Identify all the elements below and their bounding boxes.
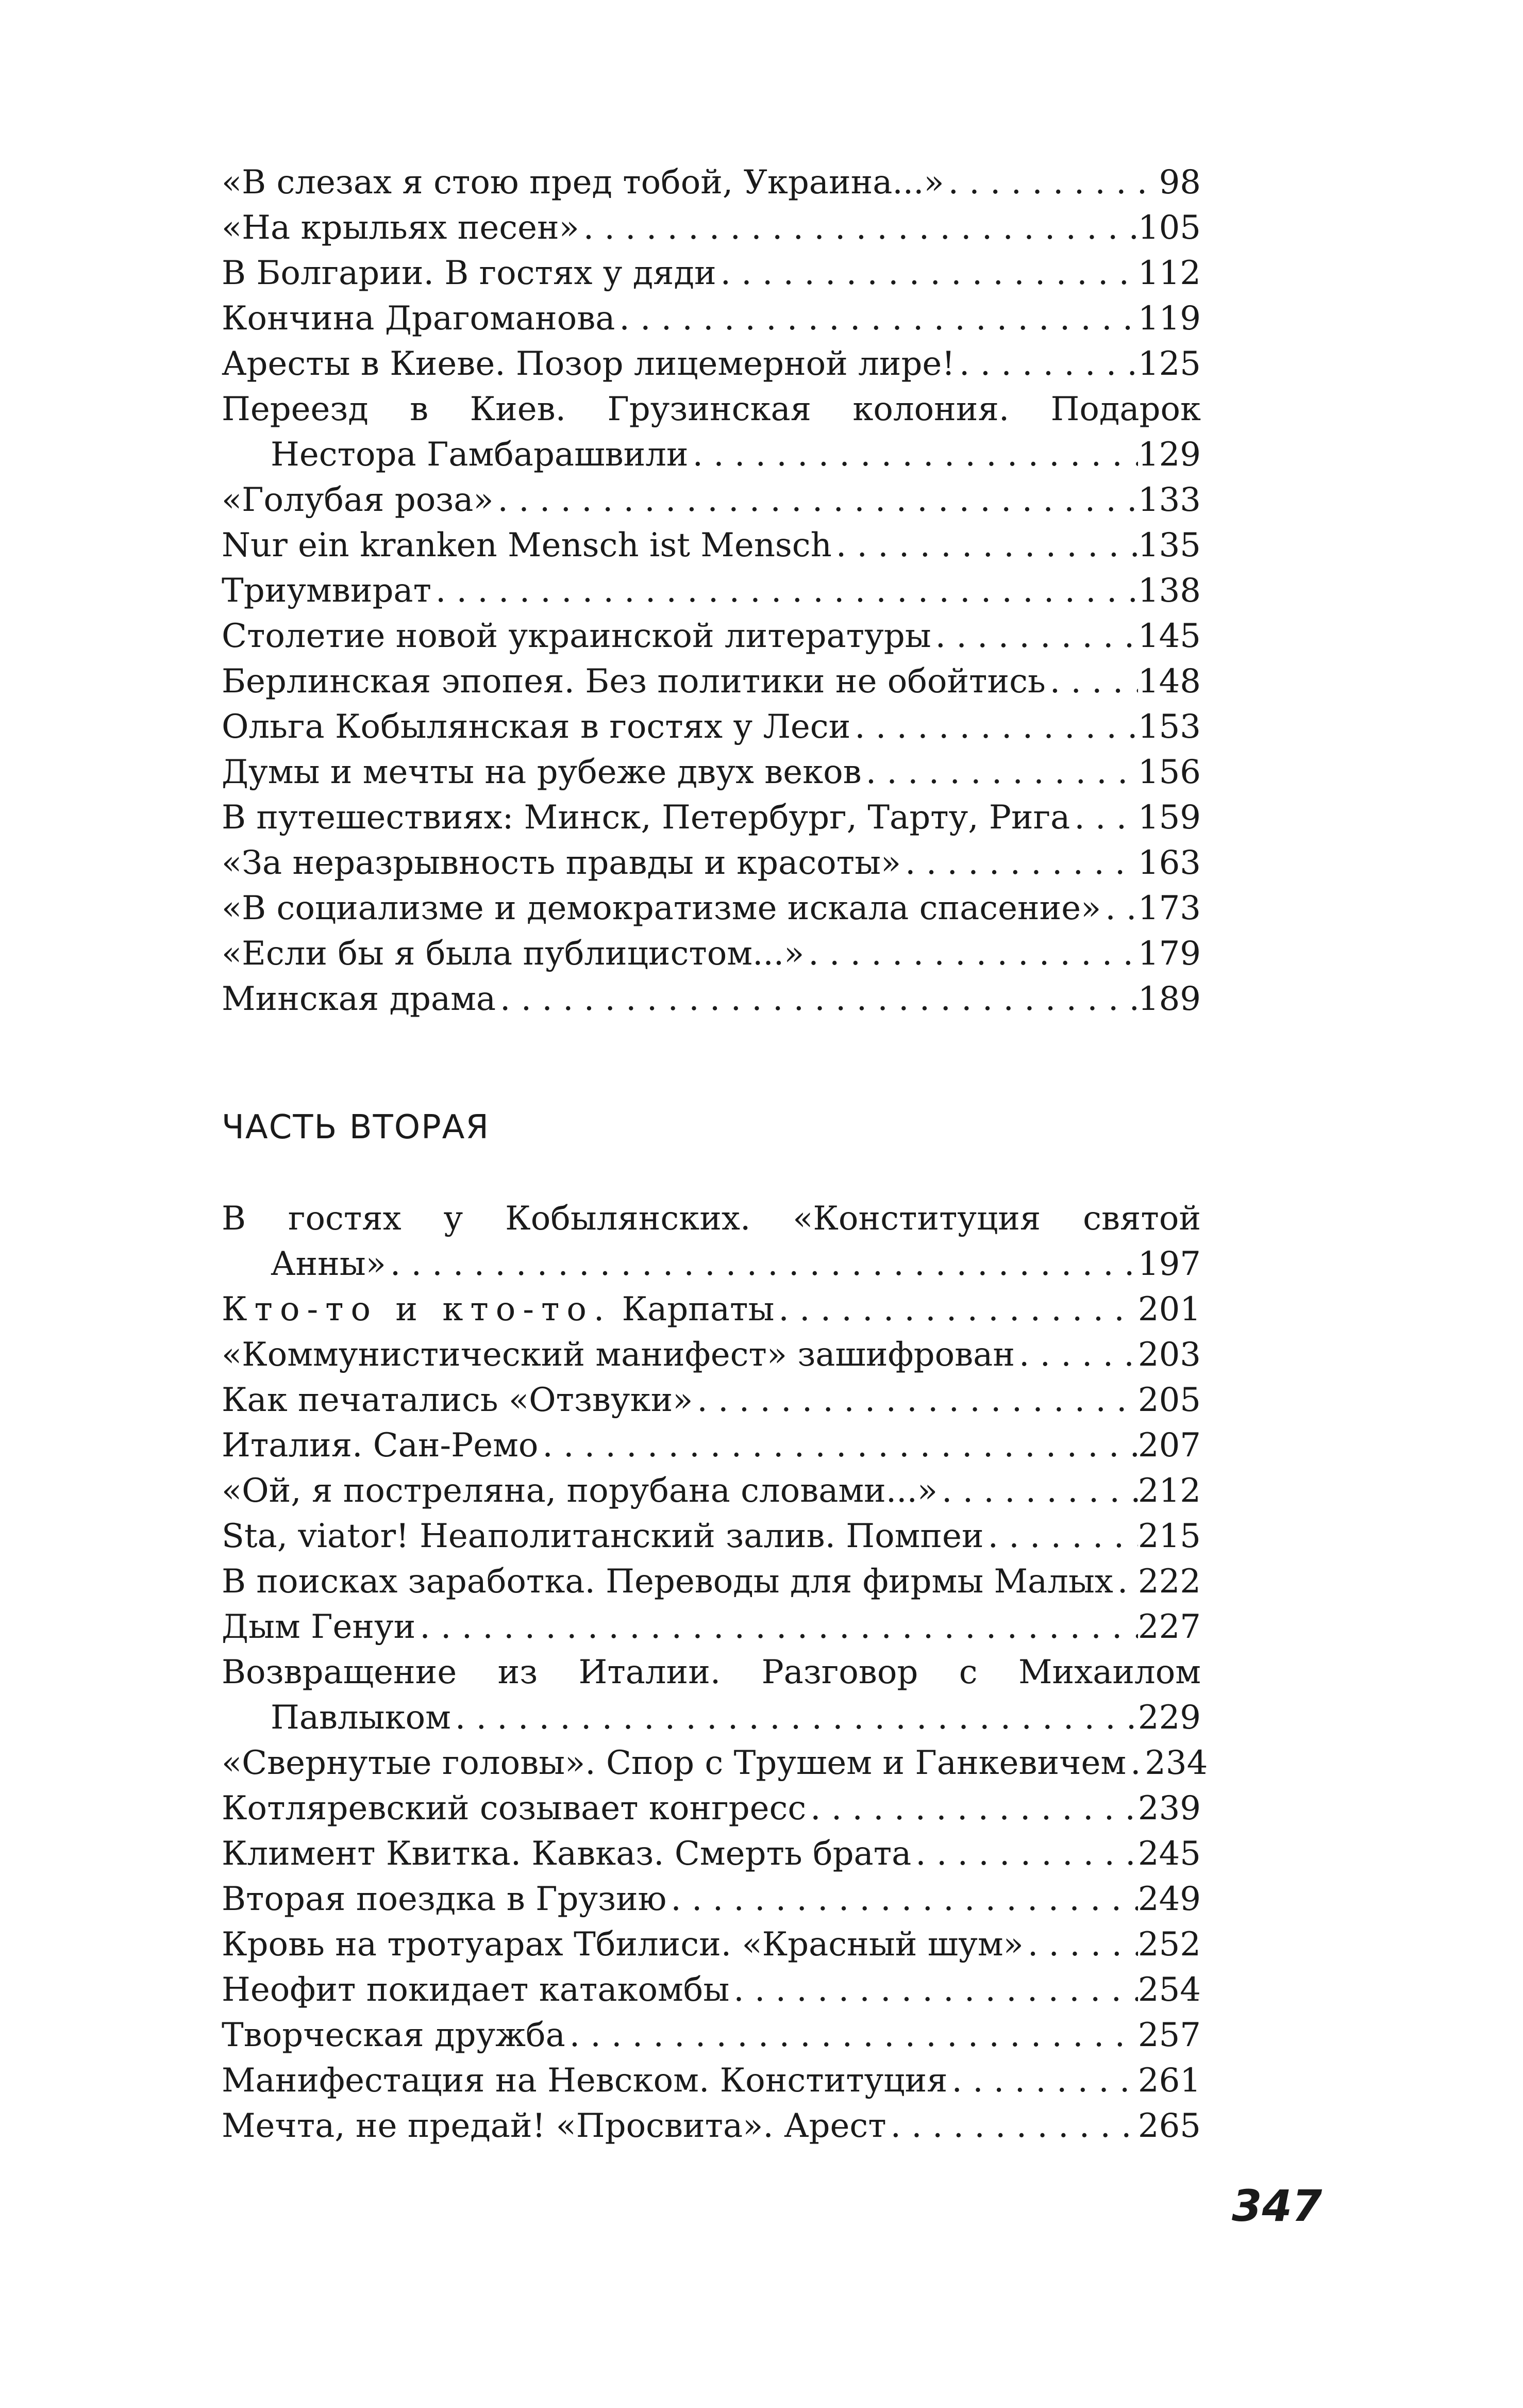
entry-title-line2: Павлыком [271, 1699, 451, 1737]
entry-title: В Болгарии. В гостях у дяди [222, 254, 716, 292]
entry-title: Триумвират [222, 572, 431, 610]
entry-page: 215 [1137, 1517, 1201, 1555]
dot-leader [1024, 1922, 1138, 1967]
entry-title: «За неразрывность правды и красоты» [222, 844, 901, 882]
toc-entry [222, 205, 1201, 251]
dot-leader [716, 251, 1138, 296]
entry-page: 245 [1137, 1835, 1201, 1873]
entry-title: Sta, viator! Неаполитанский залив. Помпеи [222, 1517, 984, 1555]
entry-page: 189 [1137, 980, 1201, 1018]
entry-title [222, 1287, 774, 1332]
entry-page: 265 [1137, 2107, 1201, 2145]
toc-entry [222, 1922, 1201, 1967]
dot-leader [496, 976, 1138, 1022]
entry-title-spaced: Кто-то и кто-то. [222, 1290, 612, 1328]
toc-entry [222, 2103, 1201, 2149]
entry-page: 98 [1159, 163, 1201, 202]
dot-leader [901, 840, 1138, 886]
entry-title: «Если бы я была публицистом...» [222, 935, 805, 973]
toc-entry [222, 1468, 1201, 1514]
toc-entry [222, 1604, 1201, 1650]
entry-title-line2-row [222, 1695, 1201, 1740]
entry-page: 229 [1137, 1699, 1201, 1737]
entry-page: 197 [1137, 1245, 1201, 1283]
entry-title: Творческая дружба [222, 2016, 565, 2054]
entry-page: 135 [1137, 526, 1201, 564]
toc-entry [222, 1514, 1201, 1559]
entry-page: 156 [1137, 753, 1201, 791]
entry-page: 261 [1137, 2062, 1201, 2100]
toc-entry [222, 704, 1201, 750]
entry-page: 163 [1137, 844, 1201, 882]
dot-leader [948, 2058, 1138, 2103]
entry-page: 148 [1137, 662, 1201, 701]
entry-title: Вторая поездка в Грузию [222, 1880, 667, 1918]
toc-entry [222, 1967, 1201, 2013]
toc-entry [222, 2013, 1201, 2058]
toc-entry [222, 886, 1201, 931]
entry-title: Мечта, не предай! «Просвита». Арест [222, 2107, 886, 2145]
toc-entry [222, 523, 1201, 568]
entry-page: 212 [1137, 1472, 1201, 1510]
entry-title: Минская драма [222, 980, 496, 1018]
dot-leader [832, 523, 1138, 568]
toc-part-one [222, 160, 1201, 1022]
entry-title: «Голубая роза» [222, 481, 494, 519]
entry-page: 159 [1137, 799, 1201, 837]
dot-leader [415, 1604, 1138, 1650]
entry-title-line1: В гостях у Кобылянских. «Конституция святой [222, 1200, 1201, 1238]
page-number: 347 [1232, 2181, 1323, 2231]
dot-leader [729, 1967, 1138, 2013]
entry-title: Неофит покидает катакомбы [222, 1971, 730, 2009]
dot-leader [494, 477, 1138, 523]
entry-title-line2: Нестора Гамбарашвили [271, 436, 689, 474]
entry-title-rest: Карпаты [611, 1290, 775, 1328]
toc-entry [222, 1559, 1201, 1604]
entry-page: 252 [1137, 1925, 1201, 1964]
entry-title-line2-row [222, 432, 1201, 477]
toc-entry [222, 341, 1201, 387]
entry-title: Италия. Сан-Ремо [222, 1426, 539, 1465]
toc-entry [222, 931, 1201, 976]
entry-page: 138 [1137, 572, 1201, 610]
entry-page: 239 [1137, 1789, 1201, 1828]
dot-leader [565, 2013, 1138, 2058]
entry-page: 125 [1137, 345, 1201, 383]
dot-leader [693, 1377, 1137, 1423]
dot-leader [1015, 1332, 1138, 1377]
entry-page: 234 [1145, 1744, 1208, 1782]
dot-leader [1126, 1740, 1145, 1786]
entry-title-line1: Возвращение из Италии. Разговор с Михаилом [222, 1653, 1201, 1691]
dot-leader [984, 1514, 1138, 1559]
entry-title: Столетие новой украинской литературы [222, 617, 931, 655]
dot-leader [538, 1423, 1137, 1468]
entry-title: Котляревский созывает конгресс [222, 1789, 807, 1828]
toc-part-two [222, 1196, 1208, 2149]
entry-page: 133 [1137, 481, 1201, 519]
entry-title: «Ой, я постреляна, порубана словами...» [222, 1472, 938, 1510]
entry-page: 222 [1137, 1563, 1201, 1601]
entry-title: Nur ein kranken Mensch ist Mensch [222, 526, 832, 564]
entry-page: 254 [1137, 1971, 1201, 2009]
toc-entry [222, 1287, 1201, 1332]
toc-entry [222, 1423, 1201, 1468]
toc-entry [222, 976, 1201, 1022]
entry-title: «В социализме и демократизме искала спасение» [222, 889, 1101, 927]
dot-leader [944, 160, 1154, 205]
entry-title-line2-row [222, 1241, 1201, 1287]
entry-page: 129 [1137, 436, 1201, 474]
entry-title: «В слезах я стою пред тобой, Украина...» [222, 163, 944, 202]
dot-leader [666, 1876, 1138, 1922]
dot-leader [850, 704, 1138, 750]
toc-entry [222, 296, 1201, 341]
dot-leader [615, 296, 1137, 341]
dot-leader [774, 1287, 1137, 1332]
toc-entry [222, 251, 1201, 296]
dot-leader [955, 341, 1138, 387]
entry-title: Кровь на тротуарах Тбилиси. «Красный шум» [222, 1925, 1024, 1964]
entry-title-line1: Переезд в Киев. Грузинская колония. Подарок [222, 390, 1201, 428]
entry-title: В поисках заработка. Переводы для фирмы Малых [222, 1563, 1113, 1601]
entry-title: Манифестация на Невском. Конституция [222, 2062, 948, 2100]
entry-page: 203 [1137, 1336, 1201, 1374]
toc-entry [222, 795, 1201, 840]
entry-page: 205 [1137, 1381, 1201, 1419]
dot-leader [431, 568, 1138, 613]
dot-leader [1101, 886, 1138, 931]
dot-leader [804, 931, 1138, 976]
dot-leader [1070, 795, 1138, 840]
entry-title: «Свернутые головы». Спор с Трушем и Ганкевичем [222, 1744, 1127, 1782]
toc-entry [222, 1786, 1201, 1831]
entry-title: Ольга Кобылянская в гостях у Леси [222, 708, 851, 746]
toc-entry [222, 1740, 1208, 1786]
entry-page: 173 [1137, 889, 1201, 927]
toc-entry [222, 160, 1201, 205]
entry-page: 112 [1137, 254, 1201, 292]
entry-page: 105 [1137, 209, 1201, 247]
toc-entry [222, 750, 1201, 795]
entry-title: Дым Генуи [222, 1608, 416, 1646]
toc-entry [222, 1650, 1201, 1740]
entry-page: 227 [1137, 1608, 1201, 1646]
dot-leader [862, 750, 1138, 795]
entry-title: «На крыльях песен» [222, 209, 579, 247]
dot-leader [931, 613, 1138, 659]
entry-title: Берлинская эпопея. Без политики не обойтись [222, 662, 1046, 701]
toc-entry [222, 840, 1201, 886]
dot-leader [806, 1786, 1138, 1831]
dot-leader [451, 1695, 1138, 1740]
toc-entry [222, 1876, 1201, 1922]
entry-title: «Коммунистический манифест» зашифрован [222, 1336, 1015, 1374]
toc-entry [222, 1377, 1201, 1423]
toc-entry [222, 2058, 1201, 2103]
toc-entry [222, 568, 1201, 613]
dot-leader [579, 205, 1138, 251]
dot-leader [938, 1468, 1138, 1514]
entry-page: 153 [1137, 708, 1201, 746]
dot-leader [886, 2103, 1138, 2149]
entry-page: 201 [1137, 1290, 1201, 1328]
dot-leader [1046, 659, 1138, 704]
entry-page: 179 [1137, 935, 1201, 973]
toc-entry [222, 1831, 1201, 1876]
toc-entry [222, 659, 1201, 704]
entry-title: Аресты в Киеве. Позор лицемерной лире! [222, 345, 955, 383]
entry-title: Кончина Драгоманова [222, 300, 615, 338]
toc-entry [222, 1332, 1201, 1377]
dot-leader [386, 1241, 1138, 1287]
entry-page: 119 [1137, 300, 1201, 338]
entry-page: 249 [1137, 1880, 1201, 1918]
toc-entry [222, 477, 1201, 523]
entry-page: 257 [1137, 2016, 1201, 2054]
entry-page: 207 [1137, 1426, 1201, 1465]
section-heading: ЧАСТЬ ВТОРАЯ [222, 1108, 490, 1147]
entry-title: В путешествиях: Минск, Петербург, Тарту, Рига [222, 799, 1070, 837]
entry-page: 145 [1137, 617, 1201, 655]
entry-title: Думы и мечты на рубеже двух веков [222, 753, 862, 791]
dot-leader [911, 1831, 1138, 1876]
toc-entry [222, 387, 1201, 477]
toc-entry [222, 613, 1201, 659]
dot-leader [689, 432, 1138, 477]
dot-leader [1113, 1559, 1138, 1604]
entry-title-line2: Анны» [271, 1245, 386, 1283]
entry-title: Климент Квитка. Кавказ. Смерть брата [222, 1835, 912, 1873]
toc-entry [222, 1196, 1201, 1287]
entry-title: Как печатались «Отзвуки» [222, 1381, 693, 1419]
